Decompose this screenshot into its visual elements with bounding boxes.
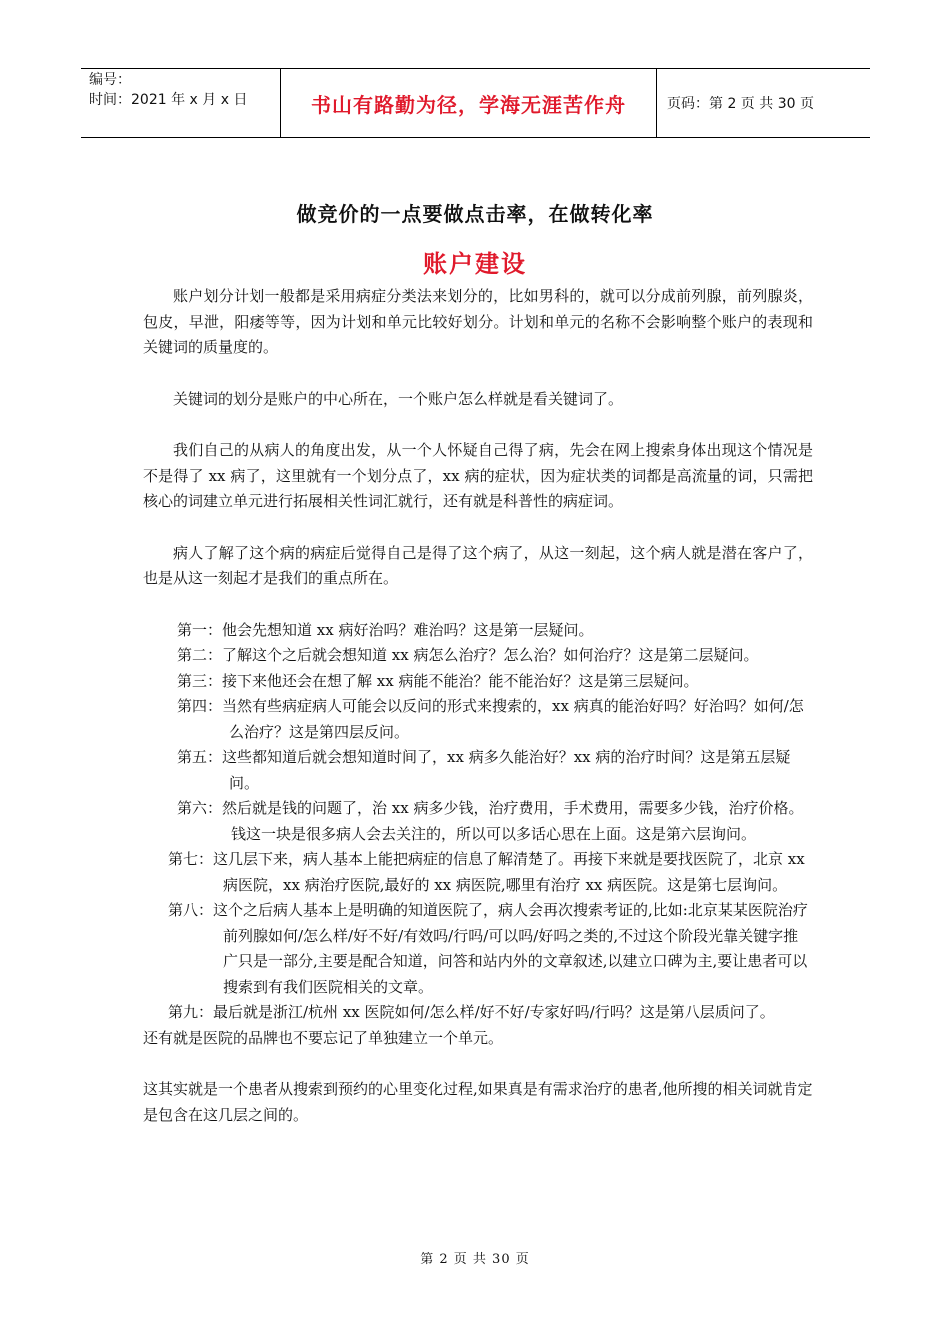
document-body <box>143 284 813 1128</box>
document-date: 时间：2021 年 x 月 x 日 <box>89 92 248 108</box>
page-header <box>81 68 870 138</box>
paragraph: 我们自己的从病人的角度出发，从一个人怀疑自己得了病，先会在网上搜索身体出现这个情况是不是得了 xx 病了，这里就有一个划分点了，xx 病的症状，因为症状类的词都是高流量的词，只需把核心的词建立单元进行拓展相关性词汇就行，还有就是科普性的病症词。 <box>143 441 813 510</box>
paragraph: 这其实就是一个患者从搜索到预约的心里变化过程,如果真是有需求治疗的患者,他所搜的相关词就肯定是包含在这几层之间的。 <box>143 1080 813 1124</box>
document-title: 做竞价的一点要做点击率，在做转化率 <box>296 202 654 226</box>
list-item: 第九：最后就是浙江/杭州 xx 医院如何/怎么样/好不好/专家好吗/行吗？这是第八层质问了。 <box>168 1003 775 1021</box>
list-item: 第六：然后就是钱的问题了，治 xx 病多少钱，治疗费用，手术费用，需要多少钱，治疗价格。钱这一块是很多病人会去关注的，所以可以多话心思在上面。这是第六层询问。 <box>177 799 804 843</box>
header-motto: 书山有路勤为径，学海无涯苦作舟 <box>281 69 657 137</box>
list-item: 第七：这几层下来，病人基本上能把病症的信息了解清楚了。再接下来就是要找医院了，北京 xx 病医院，xx 病治疗医院,最好的 xx 病医院,哪里有治疗 xx 病医院。这是第七层询问。 <box>168 850 805 894</box>
paragraph: 关键词的划分是账户的中心所在，一个账户怎么样就是看关键词了。 <box>173 389 624 408</box>
document-number-label: 编号： <box>89 72 131 88</box>
list-item: 第四：当然有些病症病人可能会以反问的形式来搜索的，xx 病真的能治好吗？好治吗？如何/怎么治疗？这是第四层反问。 <box>177 697 804 741</box>
header-meta <box>81 69 281 137</box>
list-item: 第二：了解这个之后就会想知道 xx 病怎么治疗？怎么治？如何治疗？这是第二层疑问。 <box>177 646 759 664</box>
list-item: 第八：这个之后病人基本上是明确的知道医院了，病人会再次搜索考证的,比如:北京某某医院治疗前列腺如何/怎么样/好不好/有效吗/行吗/可以吗/好吗之类的,不过这个阶段光靠关键字推广只是一部分,主要是配合知道，问答和站内外的文章叙述,以建立口碑为主,要让患者可以搜索到有我们医院相关的文章。 <box>168 901 808 996</box>
list-item: 第三：接下来他还会在想了解 xx 病能不能治？能不能治好？这是第三层疑问。 <box>177 671 699 690</box>
paragraph: 账户划分计划一般都是采用病症分类法来划分的，比如男科的，就可以分成前列腺，前列腺炎，包皮，早泄，阳痿等等，因为计划和单元比较好划分。计划和单元的名称不会影响整个账户的表现和关键词的质量度的。 <box>143 287 813 356</box>
header-page-info: 页码：第 2 页 共 30 页 <box>667 96 814 112</box>
section-title: 账户建设 <box>423 250 527 278</box>
paragraph: 病人了解了这个病的病症后觉得自己是得了这个病了，从这一刻起，这个病人就是潜在客户了，也是从这一刻起才是我们的重点所在。 <box>143 543 813 587</box>
list-item: 第一：他会先想知道 xx 病好治吗？难治吗？这是第一层疑问。 <box>177 620 594 639</box>
list-item: 第五：这些都知道后就会想知道时间了，xx 病多久能治好？xx 病的治疗时间？这是第五层疑问。 <box>177 748 791 792</box>
step-list <box>143 618 813 1026</box>
page-footer: 第 2 页 共 30 页 <box>420 1252 530 1267</box>
paragraph: 还有就是医院的品牌也不要忘记了单独建立一个单元。 <box>143 1028 504 1047</box>
